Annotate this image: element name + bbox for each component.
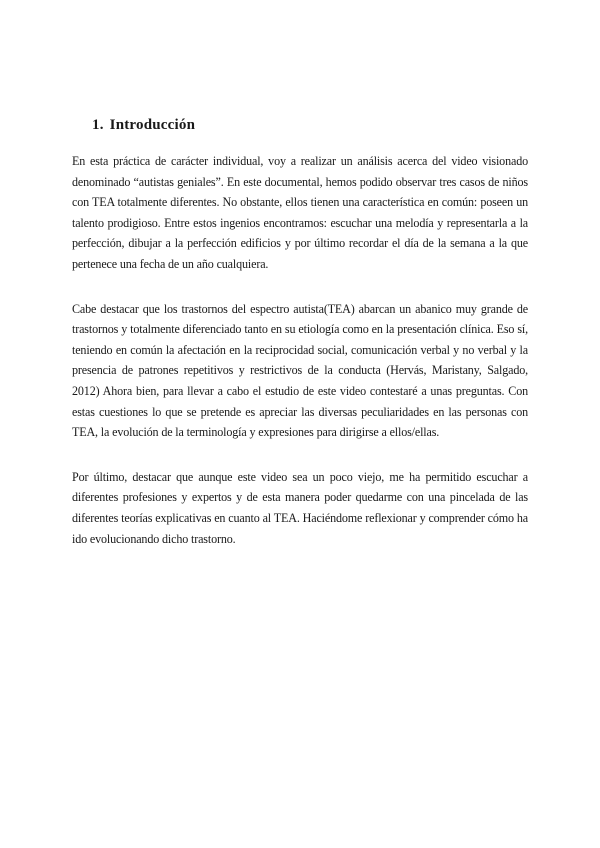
- section-number: 1.: [92, 117, 104, 133]
- paragraph-intro: En esta práctica de carácter individual, voy a realizar un análisis acerca del video visionado denominado “autistas geniales”. En este documental, hemos podido observar tres casos de niños con TEA totalmente diferentes. No obstante, ellos tienen una característica en común: poseen un talento prodigioso. Entre estos ingenios encontramos: escuchar una melodía y representarla a la perfección, dibujar a la perfección edificios y por último recordar el día de la semana a la que pertenece una fecha de un año cualquiera.: [72, 154, 528, 271]
- section-body: [72, 151, 528, 573]
- paragraph-conclusion: Por último, destacar que aunque este video sea un poco viejo, me ha permitido escuchar a diferentes profesiones y expertos y de esta manera poder quedarme con una pincelada de las diferentes teorías explicativas en cuanto al TEA. Haciéndome reflexionar y comprender cómo ha ido evolucionando dicho trastorno.: [72, 469, 528, 546]
- section-title: Introducción: [109, 117, 196, 133]
- section-heading: [92, 117, 195, 134]
- paragraph-tea-definition: Cabe destacar que los trastornos del espectro autista(TEA) abarcan un abanico muy grande de trastornos y totalmente diferenciado tanto en su etiología como en la presentación clínica. Eso sí, teniendo en común la afectación en la reciprocidad social, comunicación verbal y no verbal y la presencia de patrones repetitivos y restrictivos de la conducta (Hervás, Maristany, Salgado, 2012) Ahora bien, para llevar a cabo el estudio de este video contestaré a unas preguntas. Con estas cuestiones lo que se pretende es apreciar las diversas peculiaridades en las personas con TEA, la evolución de la terminología y expresiones para dirigirse a ellos/ellas.: [72, 301, 528, 440]
